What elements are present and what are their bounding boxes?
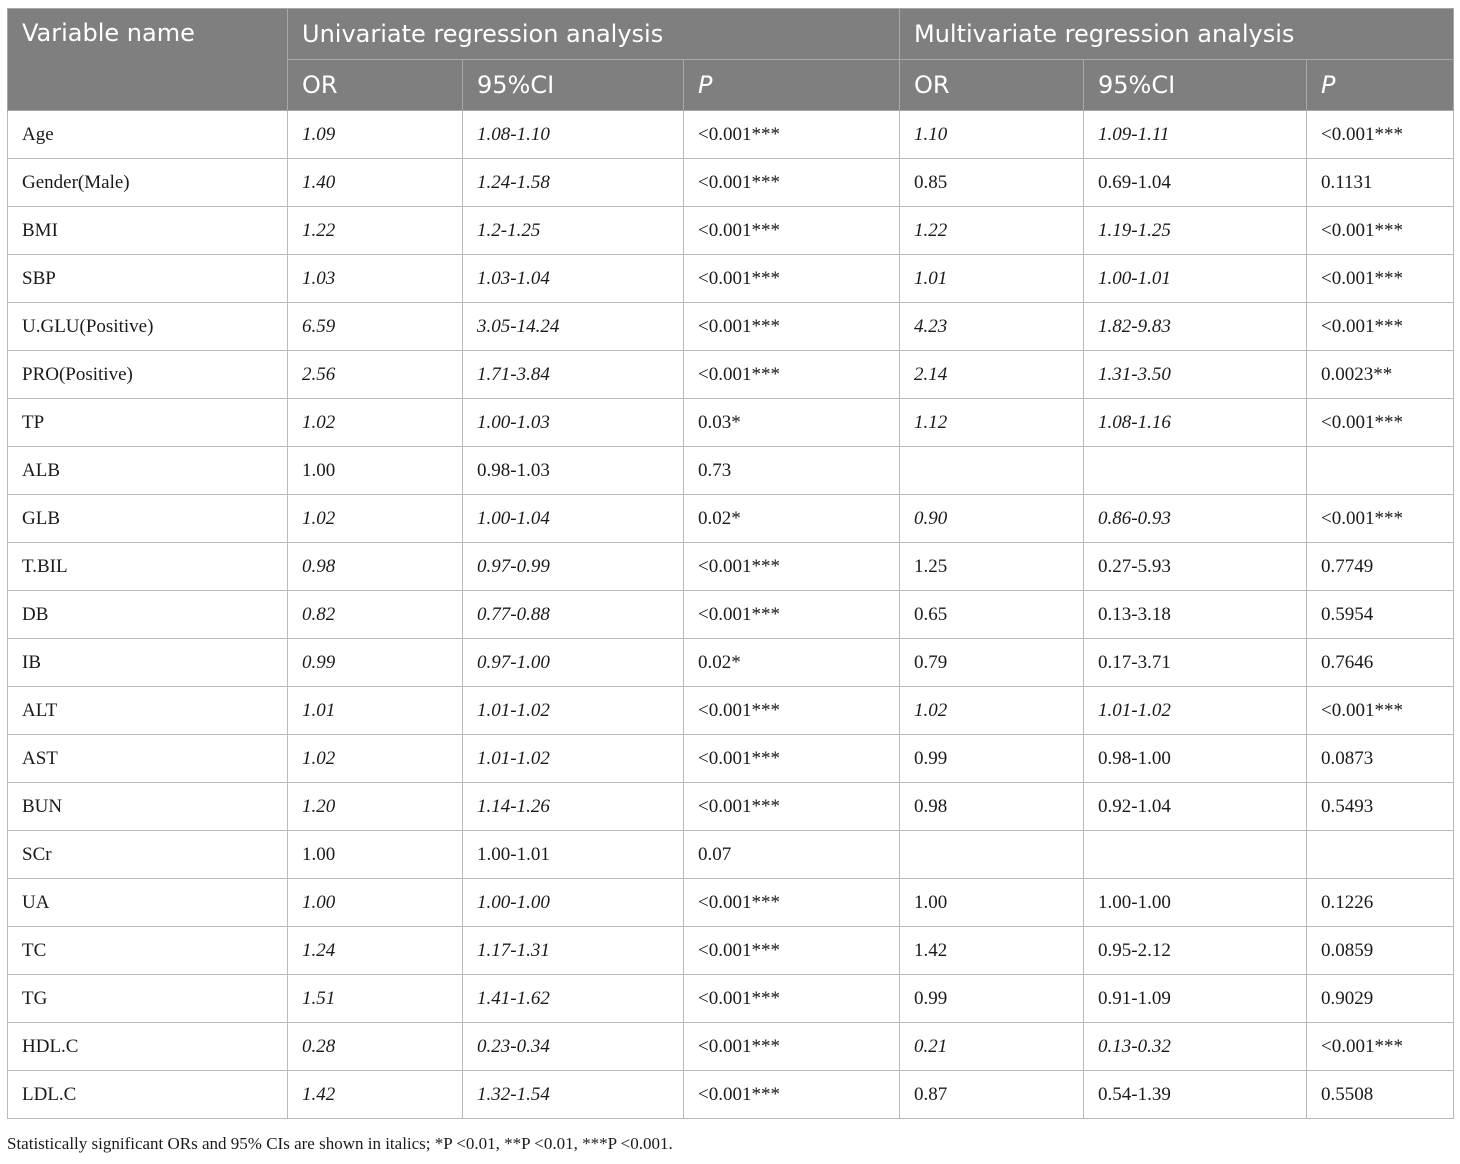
cell-univariate-ci: 1.08-1.10 (463, 111, 684, 159)
header-univariate-or: OR (288, 60, 463, 111)
cell-univariate-ci: 1.17-1.31 (463, 927, 684, 975)
table-row (8, 975, 1454, 1023)
table-row (8, 207, 1454, 255)
cell-variable-name: ALB (8, 447, 288, 495)
cell-multivariate-p: 0.0873 (1307, 735, 1454, 783)
table-row (8, 303, 1454, 351)
cell-univariate-or: 0.98 (288, 543, 463, 591)
cell-multivariate-or: 1.02 (900, 687, 1084, 735)
cell-multivariate-ci: 0.95-2.12 (1084, 927, 1307, 975)
cell-multivariate-or: 4.23 (900, 303, 1084, 351)
cell-multivariate-p: <0.001*** (1307, 207, 1454, 255)
cell-variable-name: PRO(Positive) (8, 351, 288, 399)
cell-multivariate-or (900, 447, 1084, 495)
cell-multivariate-or: 1.22 (900, 207, 1084, 255)
cell-multivariate-p: <0.001*** (1307, 111, 1454, 159)
cell-multivariate-p (1307, 831, 1454, 879)
header-univariate-p: P (684, 60, 900, 111)
cell-multivariate-ci: 1.00-1.00 (1084, 879, 1307, 927)
cell-univariate-p: <0.001*** (684, 255, 900, 303)
table-row (8, 447, 1454, 495)
cell-univariate-ci: 1.00-1.01 (463, 831, 684, 879)
cell-univariate-or: 1.40 (288, 159, 463, 207)
cell-univariate-p: 0.02* (684, 495, 900, 543)
cell-univariate-ci: 0.97-1.00 (463, 639, 684, 687)
cell-univariate-or: 0.99 (288, 639, 463, 687)
cell-multivariate-or: 1.25 (900, 543, 1084, 591)
table-row (8, 1023, 1454, 1071)
cell-univariate-p: <0.001*** (684, 1071, 900, 1119)
cell-multivariate-p: <0.001*** (1307, 255, 1454, 303)
cell-univariate-ci: 1.2-1.25 (463, 207, 684, 255)
cell-multivariate-or: 1.00 (900, 879, 1084, 927)
cell-multivariate-p: <0.001*** (1307, 303, 1454, 351)
cell-univariate-p: <0.001*** (684, 207, 900, 255)
cell-variable-name: DB (8, 591, 288, 639)
table-row (8, 255, 1454, 303)
cell-univariate-ci: 1.00-1.04 (463, 495, 684, 543)
cell-multivariate-p: 0.1226 (1307, 879, 1454, 927)
cell-univariate-or: 6.59 (288, 303, 463, 351)
table-body (8, 111, 1454, 1119)
cell-multivariate-or: 0.90 (900, 495, 1084, 543)
table-row (8, 1071, 1454, 1119)
table-row (8, 879, 1454, 927)
table-row (8, 831, 1454, 879)
cell-variable-name: Gender(Male) (8, 159, 288, 207)
cell-univariate-p: <0.001*** (684, 735, 900, 783)
cell-variable-name: TG (8, 975, 288, 1023)
cell-multivariate-p: <0.001*** (1307, 1023, 1454, 1071)
cell-variable-name: TP (8, 399, 288, 447)
cell-univariate-ci: 1.71-3.84 (463, 351, 684, 399)
regression-table-container (7, 8, 1453, 1119)
cell-univariate-p: 0.07 (684, 831, 900, 879)
cell-multivariate-or: 0.99 (900, 975, 1084, 1023)
cell-variable-name: BUN (8, 783, 288, 831)
table-row (8, 783, 1454, 831)
cell-univariate-or: 1.22 (288, 207, 463, 255)
cell-univariate-ci: 0.97-0.99 (463, 543, 684, 591)
cell-variable-name: U.GLU(Positive) (8, 303, 288, 351)
cell-univariate-or: 1.24 (288, 927, 463, 975)
cell-multivariate-ci: 1.01-1.02 (1084, 687, 1307, 735)
cell-variable-name: SBP (8, 255, 288, 303)
cell-multivariate-ci: 0.91-1.09 (1084, 975, 1307, 1023)
header-multivariate-ci: 95%CI (1084, 60, 1307, 111)
cell-variable-name: LDL.C (8, 1071, 288, 1119)
cell-univariate-or: 1.00 (288, 879, 463, 927)
cell-univariate-p: <0.001*** (684, 303, 900, 351)
table-row (8, 543, 1454, 591)
cell-univariate-p: <0.001*** (684, 783, 900, 831)
cell-variable-name: Age (8, 111, 288, 159)
cell-multivariate-or: 0.99 (900, 735, 1084, 783)
table-row (8, 399, 1454, 447)
cell-univariate-or: 1.00 (288, 447, 463, 495)
cell-multivariate-ci: 1.82-9.83 (1084, 303, 1307, 351)
cell-univariate-or: 1.09 (288, 111, 463, 159)
cell-variable-name: ALT (8, 687, 288, 735)
cell-multivariate-ci: 1.19-1.25 (1084, 207, 1307, 255)
header-variable-name: Variable name (8, 9, 288, 111)
table-row (8, 927, 1454, 975)
table-row (8, 735, 1454, 783)
cell-univariate-or: 1.03 (288, 255, 463, 303)
cell-multivariate-p: 0.9029 (1307, 975, 1454, 1023)
cell-univariate-or: 2.56 (288, 351, 463, 399)
table-row (8, 159, 1454, 207)
cell-variable-name: HDL.C (8, 1023, 288, 1071)
cell-multivariate-p: <0.001*** (1307, 495, 1454, 543)
cell-univariate-p: <0.001*** (684, 111, 900, 159)
header-multivariate-or: OR (900, 60, 1084, 111)
cell-univariate-ci: 1.03-1.04 (463, 255, 684, 303)
table-row (8, 687, 1454, 735)
header-univariate: Univariate regression analysis (288, 9, 900, 60)
cell-univariate-p: 0.03* (684, 399, 900, 447)
cell-univariate-ci: 0.98-1.03 (463, 447, 684, 495)
cell-multivariate-or: 0.65 (900, 591, 1084, 639)
cell-multivariate-or: 1.42 (900, 927, 1084, 975)
header-multivariate: Multivariate regression analysis (900, 9, 1454, 60)
cell-univariate-p: <0.001*** (684, 351, 900, 399)
cell-multivariate-p: 0.0023** (1307, 351, 1454, 399)
cell-multivariate-ci: 0.92-1.04 (1084, 783, 1307, 831)
cell-multivariate-or: 0.87 (900, 1071, 1084, 1119)
cell-multivariate-ci: 0.13-0.32 (1084, 1023, 1307, 1071)
cell-univariate-ci: 1.00-1.03 (463, 399, 684, 447)
header-univariate-ci: 95%CI (463, 60, 684, 111)
cell-univariate-or: 1.02 (288, 735, 463, 783)
cell-multivariate-p: 0.5954 (1307, 591, 1454, 639)
cell-multivariate-ci: 0.69-1.04 (1084, 159, 1307, 207)
cell-multivariate-ci: 0.54-1.39 (1084, 1071, 1307, 1119)
cell-variable-name: GLB (8, 495, 288, 543)
table-row (8, 591, 1454, 639)
cell-multivariate-or: 0.98 (900, 783, 1084, 831)
cell-univariate-ci: 1.24-1.58 (463, 159, 684, 207)
cell-multivariate-p: 0.5508 (1307, 1071, 1454, 1119)
cell-univariate-or: 1.00 (288, 831, 463, 879)
cell-multivariate-or: 0.85 (900, 159, 1084, 207)
cell-univariate-p: 0.73 (684, 447, 900, 495)
cell-univariate-ci: 1.00-1.00 (463, 879, 684, 927)
cell-multivariate-ci: 0.86-0.93 (1084, 495, 1307, 543)
cell-multivariate-ci: 0.13-3.18 (1084, 591, 1307, 639)
cell-multivariate-ci: 1.00-1.01 (1084, 255, 1307, 303)
table-header (8, 9, 1454, 111)
cell-univariate-p: <0.001*** (684, 543, 900, 591)
cell-univariate-or: 1.02 (288, 495, 463, 543)
cell-univariate-ci: 1.14-1.26 (463, 783, 684, 831)
cell-univariate-ci: 3.05-14.24 (463, 303, 684, 351)
cell-variable-name: BMI (8, 207, 288, 255)
cell-multivariate-or: 1.12 (900, 399, 1084, 447)
cell-variable-name: AST (8, 735, 288, 783)
cell-multivariate-ci: 1.31-3.50 (1084, 351, 1307, 399)
cell-variable-name: TC (8, 927, 288, 975)
cell-univariate-ci: 0.77-0.88 (463, 591, 684, 639)
cell-multivariate-or: 0.79 (900, 639, 1084, 687)
cell-univariate-p: <0.001*** (684, 927, 900, 975)
cell-variable-name: T.BIL (8, 543, 288, 591)
cell-univariate-or: 0.28 (288, 1023, 463, 1071)
table-footnote: Statistically significant ORs and 95% CIs are shown in italics; *P <0.01, **P <0.01, ***P <0.001. (7, 1134, 673, 1153)
cell-multivariate-ci: 1.08-1.16 (1084, 399, 1307, 447)
cell-univariate-or: 1.42 (288, 1071, 463, 1119)
cell-univariate-p: <0.001*** (684, 159, 900, 207)
table-row (8, 351, 1454, 399)
cell-multivariate-or: 2.14 (900, 351, 1084, 399)
cell-variable-name: UA (8, 879, 288, 927)
cell-multivariate-ci: 0.98-1.00 (1084, 735, 1307, 783)
cell-univariate-p: 0.02* (684, 639, 900, 687)
cell-multivariate-p: 0.0859 (1307, 927, 1454, 975)
cell-multivariate-p: <0.001*** (1307, 687, 1454, 735)
cell-univariate-or: 1.02 (288, 399, 463, 447)
cell-univariate-or: 1.51 (288, 975, 463, 1023)
cell-univariate-ci: 0.23-0.34 (463, 1023, 684, 1071)
cell-multivariate-or: 1.10 (900, 111, 1084, 159)
cell-univariate-p: <0.001*** (684, 687, 900, 735)
cell-univariate-p: <0.001*** (684, 1023, 900, 1071)
cell-multivariate-p: <0.001*** (1307, 399, 1454, 447)
cell-univariate-ci: 1.32-1.54 (463, 1071, 684, 1119)
cell-multivariate-ci: 0.17-3.71 (1084, 639, 1307, 687)
cell-univariate-ci: 1.01-1.02 (463, 687, 684, 735)
table-row (8, 111, 1454, 159)
cell-univariate-or: 0.82 (288, 591, 463, 639)
cell-multivariate-or: 0.21 (900, 1023, 1084, 1071)
cell-variable-name: IB (8, 639, 288, 687)
cell-variable-name: SCr (8, 831, 288, 879)
cell-multivariate-p: 0.1131 (1307, 159, 1454, 207)
cell-multivariate-p (1307, 447, 1454, 495)
cell-multivariate-p: 0.7749 (1307, 543, 1454, 591)
regression-table (7, 8, 1454, 1119)
cell-univariate-or: 1.20 (288, 783, 463, 831)
cell-multivariate-ci (1084, 447, 1307, 495)
cell-univariate-p: <0.001*** (684, 879, 900, 927)
cell-multivariate-ci: 1.09-1.11 (1084, 111, 1307, 159)
header-multivariate-p: P (1307, 60, 1454, 111)
cell-univariate-ci: 1.01-1.02 (463, 735, 684, 783)
cell-univariate-ci: 1.41-1.62 (463, 975, 684, 1023)
table-row (8, 639, 1454, 687)
cell-multivariate-ci: 0.27-5.93 (1084, 543, 1307, 591)
cell-multivariate-or: 1.01 (900, 255, 1084, 303)
cell-multivariate-p: 0.5493 (1307, 783, 1454, 831)
cell-univariate-p: <0.001*** (684, 975, 900, 1023)
cell-univariate-or: 1.01 (288, 687, 463, 735)
cell-univariate-p: <0.001*** (684, 591, 900, 639)
cell-multivariate-p: 0.7646 (1307, 639, 1454, 687)
cell-multivariate-or (900, 831, 1084, 879)
cell-multivariate-ci (1084, 831, 1307, 879)
table-row (8, 495, 1454, 543)
